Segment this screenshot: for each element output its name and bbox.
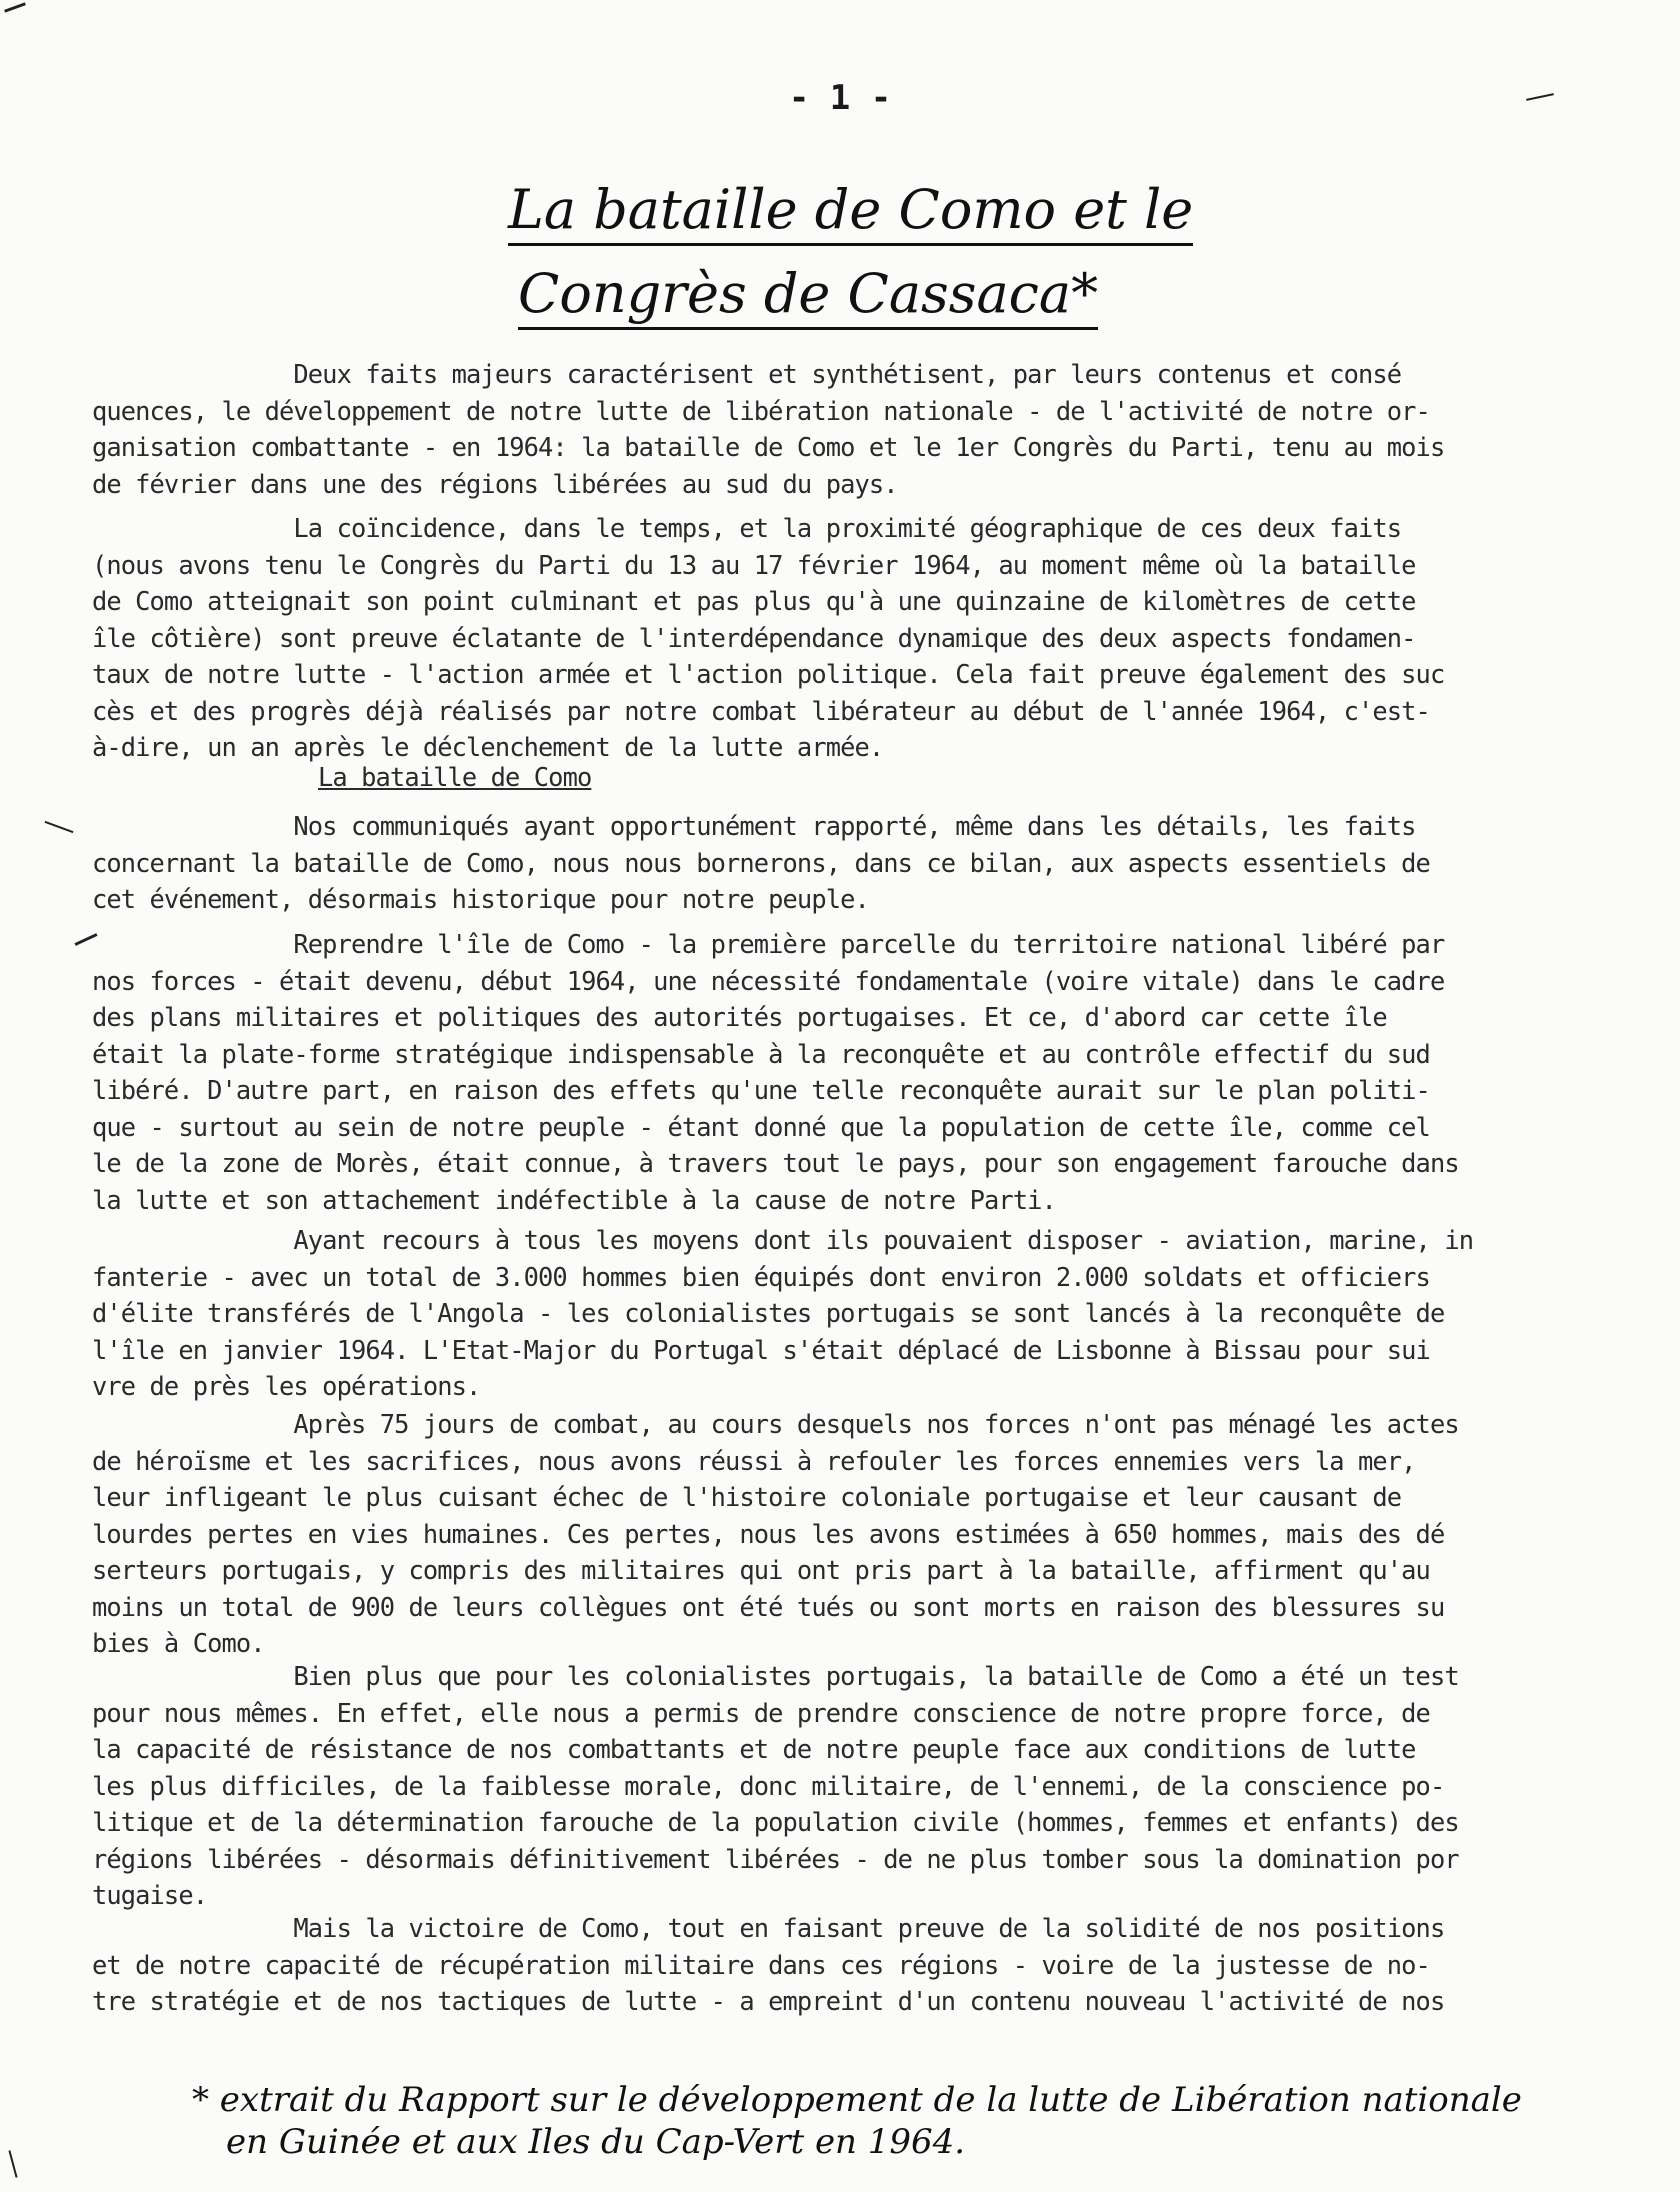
paragraph-7 bbox=[92, 1658, 1604, 1914]
text-line: fanterie - avec un total de 3.000 hommes bien équipés dont environ 2.000 soldats et officiers bbox=[92, 1261, 1430, 1292]
text-line: litique et de la détermination farouche de la population civile (hommes, femmes et enfants) des bbox=[92, 1807, 1459, 1837]
paragraph-5 bbox=[92, 1222, 1604, 1405]
text-line: Deux faits majeurs caractérisent et synthétisent, par leurs contenus et consé bbox=[92, 359, 1402, 389]
text-line: lourdes pertes en vies humaines. Ces pertes, nous les avons estimées à 650 hommes, mais des dé bbox=[92, 1518, 1445, 1549]
text-line: l'île en janvier 1964. L'Etat-Major du Portugal s'était déplacé de Lisbonne à Bissau pour sui bbox=[92, 1334, 1430, 1365]
text-line: Nos communiqués ayant opportunément rapporté, même dans les détails, les faits bbox=[92, 811, 1416, 841]
text-line: tugaise. bbox=[92, 1880, 208, 1910]
text-line: Ayant recours à tous les moyens dont ils pouvaient disposer - aviation, marine, in bbox=[92, 1225, 1474, 1255]
page-number: - 1 - bbox=[788, 78, 892, 118]
text-line: des plans militaires et politiques des autorités portugaises. Et ce, d'abord car cette île bbox=[92, 1002, 1387, 1032]
paragraph-3 bbox=[92, 808, 1604, 918]
text-line: la lutte et son attachement indéfectible à la cause de notre Parti. bbox=[92, 1184, 1056, 1215]
paragraph-6 bbox=[92, 1406, 1604, 1662]
text-line: leur infligeant le plus cuisant échec de l'histoire coloniale portugaise et leur causant de bbox=[92, 1482, 1402, 1512]
scan-mark bbox=[45, 821, 74, 833]
section-heading: La bataille de Como bbox=[318, 762, 592, 792]
title-line-1: La bataille de Como et le bbox=[508, 178, 1193, 246]
text-line: de héroïsme et les sacrifices, nous avons réussi à refouler les forces ennemies vers la mer, bbox=[92, 1445, 1416, 1476]
footnote-line-2: en Guinée et aux Iles du Cap-Vert en 1964. bbox=[226, 2122, 966, 2162]
text-line: La coïncidence, dans le temps, et la proximité géographique de ces deux faits bbox=[92, 513, 1402, 543]
text-line: de Como atteignait son point culminant et pas plus qu'à une quinzaine de kilomètres de cette bbox=[92, 586, 1416, 616]
text-line: moins un total de 900 de leurs collègues ont été tués ou sont morts en raison des blessures su bbox=[92, 1591, 1445, 1622]
text-line: cès et des progrès déjà réalisés par notre combat libérateur au début de l'année 1964, c'est- bbox=[92, 695, 1430, 726]
scan-mark bbox=[4, 2, 26, 12]
text-line: à-dire, un an après le déclenchement de la lutte armée. bbox=[92, 732, 884, 762]
text-line: bies à Como. bbox=[92, 1628, 265, 1658]
text-line: (nous avons tenu le Congrès du Parti du 13 au 17 février 1964, au moment même où la bataille bbox=[92, 549, 1416, 580]
text-line: libéré. D'autre part, en raison des effets qu'une telle reconquête aurait sur le plan politi- bbox=[92, 1075, 1430, 1105]
title-line-2: Congrès de Cassaca* bbox=[518, 262, 1098, 330]
paragraph-4 bbox=[92, 926, 1604, 1218]
text-line: et de notre capacité de récupération militaire dans ces régions - voire de la justesse de no- bbox=[92, 1949, 1430, 1980]
text-line: tre stratégie et de nos tactiques de lutte - a empreint d'un contenu nouveau l'activité de nos bbox=[92, 1986, 1445, 2016]
text-line: Reprendre l'île de Como - la première parcelle du territoire national libéré par bbox=[92, 929, 1445, 959]
text-line: d'élite transférés de l'Angola - les colonialistes portugais se sont lancés à la reconquête de bbox=[92, 1298, 1445, 1328]
text-line: île côtière) sont preuve éclatante de l'interdépendance dynamique des deux aspects fondamen- bbox=[92, 622, 1416, 653]
footnote-line-1: * extrait du Rapport sur le développement de la lutte de Libération nationale bbox=[192, 2080, 1522, 2120]
text-line: Mais la victoire de Como, tout en faisant preuve de la solidité de nos positions bbox=[92, 1913, 1445, 1943]
text-line: le de la zone de Morès, était connue, à travers tout le pays, pour son engagement farouche dans bbox=[92, 1148, 1459, 1178]
text-line: vre de près les opérations. bbox=[92, 1371, 481, 1401]
text-line: nos forces - était devenu, début 1964, une nécessité fondamentale (voire vitale) dans le cadre bbox=[92, 965, 1445, 996]
text-line: pour nous mêmes. En effet, elle nous a permis de prendre conscience de notre propre force, de bbox=[92, 1697, 1430, 1728]
text-line: concernant la bataille de Como, nous nous bornerons, dans ce bilan, aux aspects essentiels de bbox=[92, 847, 1430, 878]
text-line: serteurs portugais, y compris des militaires qui ont pris part à la bataille, affirment qu'au bbox=[92, 1555, 1430, 1585]
text-line: ganisation combattante - en 1964: la bataille de Como et le 1er Congrès du Parti, tenu au mois bbox=[92, 432, 1445, 462]
text-line: de février dans une des régions libérées au sud du pays. bbox=[92, 468, 898, 499]
text-line: était la plate-forme stratégique indispensable à la reconquête et au contrôle effectif du sud bbox=[92, 1038, 1430, 1069]
text-line: Bien plus que pour les colonialistes portugais, la bataille de Como a été un test bbox=[92, 1661, 1459, 1691]
paragraph-1 bbox=[92, 356, 1604, 502]
text-line: cet événement, désormais historique pour notre peuple. bbox=[92, 884, 869, 914]
text-line: les plus difficiles, de la faiblesse morale, donc militaire, de l'ennemi, de la conscience po- bbox=[92, 1770, 1445, 1801]
text-line: Après 75 jours de combat, au cours desquels nos forces n'ont pas ménagé les actes bbox=[92, 1409, 1459, 1439]
text-line: quences, le développement de notre lutte de libération nationale - de l'activité de notre or- bbox=[92, 395, 1430, 426]
text-line: la capacité de résistance de nos combattants et de notre peuple face aux conditions de lutte bbox=[92, 1734, 1416, 1764]
paragraph-2 bbox=[92, 510, 1604, 766]
text-line: que - surtout au sein de notre peuple - étant donné que la population de cette île, comme cel bbox=[92, 1111, 1430, 1142]
text-line: régions libérées - désormais définitivement libérées - de ne plus tomber sous la domination por bbox=[92, 1843, 1459, 1874]
paragraph-8 bbox=[92, 1910, 1604, 2020]
scan-mark bbox=[8, 2150, 17, 2178]
text-line: taux de notre lutte - l'action armée et l'action politique. Cela fait preuve également des suc bbox=[92, 659, 1445, 689]
